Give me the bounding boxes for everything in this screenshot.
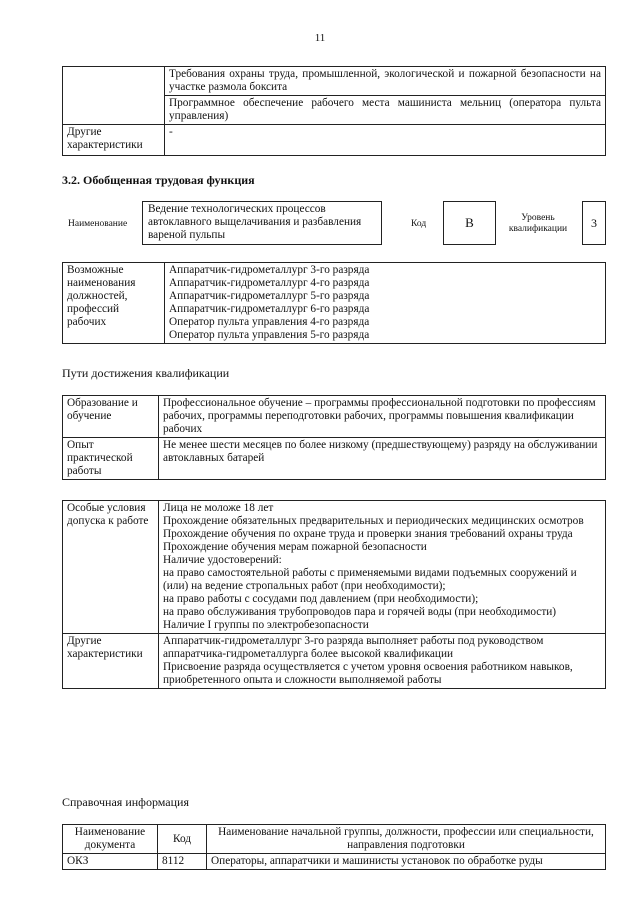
ref-cell-name: Операторы, аппаратчики и машинисты установок по обработке руды bbox=[207, 854, 606, 870]
condition-item: Наличие удостоверений: bbox=[163, 554, 282, 566]
paths-title: Пути достижения квалификации bbox=[62, 366, 230, 380]
conditions-list bbox=[159, 501, 606, 634]
condition-item: Прохождение обучения мерам пожарной безопасности bbox=[163, 541, 427, 553]
education-label: Образование и обучение bbox=[63, 396, 159, 438]
top-label-empty bbox=[63, 67, 165, 125]
other-characteristics-label: Другие характеристики bbox=[63, 125, 165, 156]
condition-item: на право работы с сосудами под давлением (при необходимости); bbox=[163, 593, 479, 605]
level-value: 3 bbox=[582, 201, 606, 245]
other-list bbox=[159, 634, 606, 689]
other-characteristics-value: - bbox=[165, 125, 606, 156]
conditions-label: Особые условия допуска к работе bbox=[63, 501, 159, 634]
section-title: 3.2. Обобщенная трудовая функция bbox=[62, 173, 255, 187]
experience-label: Опыт практической работы bbox=[63, 438, 159, 480]
positions-label: Возможные наименования должностей, профессий рабочих bbox=[63, 263, 165, 344]
position-item: Оператор пульта управления 4-го разряда bbox=[169, 316, 370, 328]
condition-item: на право обслуживания трубопроводов пара и горячей воды (при необходимости) bbox=[163, 606, 557, 618]
position-item: Аппаратчик-гидрометаллург 6-го разряда bbox=[169, 303, 370, 315]
page-number: 11 bbox=[314, 32, 326, 44]
function-name-label: Наименование bbox=[68, 219, 128, 229]
position-item: Аппаратчик-гидрометаллург 3-го разряда bbox=[169, 264, 370, 276]
ref-header-code: Код bbox=[158, 825, 207, 854]
code-value: B bbox=[443, 201, 496, 245]
paths-table bbox=[62, 395, 606, 480]
education-value: Профессиональное обучение – программы профессиональной подготовки по профессиям рабочих, программы переподготовки рабочих, программы повышения квалификации рабочих bbox=[159, 396, 606, 438]
level-label: Уровень квалификации bbox=[508, 213, 568, 234]
code-label: Код bbox=[411, 219, 427, 229]
positions-table bbox=[62, 262, 606, 344]
ref-header-name: Наименование начальной группы, должности, профессии или специальности, направления подготовки bbox=[207, 825, 606, 854]
reference-table bbox=[62, 824, 606, 870]
condition-item: Лица не моложе 18 лет bbox=[163, 502, 274, 514]
experience-value: Не менее шести месяцев по более низкому (предшествующему) разряду на обслуживании автоклавных батарей bbox=[159, 438, 606, 480]
position-item: Аппаратчик-гидрометаллург 4-го разряда bbox=[169, 277, 370, 289]
other-item: Аппаратчик-гидрометаллург 3-го разряда выполняет работы под руководством аппаратчика-гидрометаллурга более высокой квалификации bbox=[163, 635, 544, 660]
ref-header-document: Наименование документа bbox=[63, 825, 158, 854]
condition-item: на право самостоятельной работы с применяемыми видами подъемных сооружений и (или) на ведение стропальных работ (при необходимости); bbox=[163, 567, 577, 592]
condition-item: Наличие I группы по электробезопасности bbox=[163, 619, 369, 631]
other-label: Другие характеристики bbox=[63, 634, 159, 689]
top-characteristics-table bbox=[62, 66, 606, 156]
positions-list bbox=[165, 263, 606, 344]
function-name-value: Ведение технологических процессов автоклавного выщелачивания и разбавления вареной пульпы bbox=[142, 201, 382, 245]
position-item: Аппаратчик-гидрометаллург 5-го разряда bbox=[169, 290, 370, 302]
other-item: Присвоение разряда осуществляется с учетом уровня освоения работником навыков, приобретенного опыта и сложности выполняемой работы bbox=[163, 661, 573, 686]
condition-item: Прохождение обязательных предварительных и периодических медицинских осмотров bbox=[163, 515, 584, 527]
conditions-table bbox=[62, 500, 606, 689]
condition-item: Прохождение обучения по охране труда и проверки знания требований охраны труда bbox=[163, 528, 573, 540]
position-item: Оператор пульта управления 5-го разряда bbox=[169, 329, 370, 341]
reference-title: Справочная информация bbox=[62, 795, 189, 809]
ref-cell-code: 8112 bbox=[158, 854, 207, 870]
ref-cell-document: ОКЗ bbox=[63, 854, 158, 870]
top-item: Требования охраны труда, промышленной, экологической и пожарной безопасности на участке размола боксита bbox=[165, 67, 606, 96]
top-item: Программное обеспечение рабочего места машиниста мельниц (оператора пульта управления) bbox=[165, 96, 606, 125]
